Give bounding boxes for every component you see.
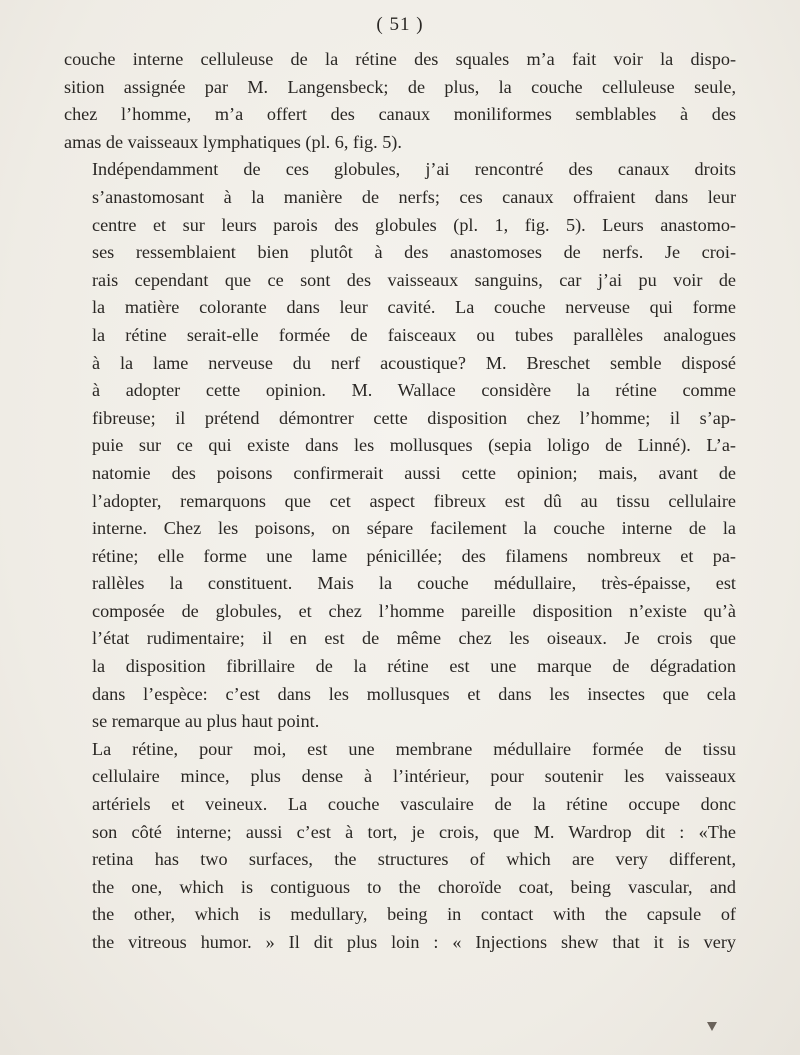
text-line: interne. Chez les poisons, on sépare facilement la couche interne de la bbox=[92, 518, 736, 539]
text-line: puie sur ce qui existe dans les mollusques (sepia loligo de Linné). L’a- bbox=[92, 435, 736, 456]
text-line: cellulaire mince, plus dense à l’intérieur, pour soutenir les vaisseaux bbox=[92, 766, 736, 787]
text-line: amas de vaisseaux lymphatiques (pl. 6, fig. 5). bbox=[64, 131, 402, 152]
text-line: retina has two surfaces, the structures of which are very different, bbox=[92, 849, 736, 870]
text-line: Indépendamment de ces globules, j’ai rencontré des canaux droits bbox=[92, 159, 736, 180]
page-number: ( 51 ) bbox=[376, 14, 424, 35]
text-line: rallèles la constituent. Mais la couche médullaire, très-épaisse, est bbox=[92, 573, 736, 594]
text-line: dans l’espèce: c’est dans les mollusques et dans les insectes que cela bbox=[92, 683, 736, 704]
text-line: the other, which is medullary, being in contact with the capsule of bbox=[92, 904, 736, 925]
ink-mark-icon bbox=[707, 1022, 717, 1031]
text-line: natomie des poisons confirmerait aussi cette opinion; mais, avant de bbox=[92, 462, 736, 483]
text-line: ses ressemblaient bien plutôt à des anastomoses de nerfs. Je croi- bbox=[92, 242, 736, 263]
text-line: chez l’homme, m’a offert des canaux moniliformes semblables à des bbox=[64, 104, 736, 125]
paragraph bbox=[64, 736, 736, 957]
text-line: rétine; elle forme une lame pénicillée; des filamens nombreux et pa- bbox=[92, 545, 736, 566]
text-line: artériels et veineux. La couche vasculaire de la rétine occupe donc bbox=[92, 794, 736, 815]
text-line: la rétine serait-elle formée de faisceaux ou tubes parallèles analogues bbox=[92, 324, 736, 345]
text-line: se remarque au plus haut point. bbox=[92, 711, 320, 732]
text-line: rais cependant que ce sont des vaisseaux sanguins, car j’ai pu voir de bbox=[92, 269, 736, 290]
text-line: La rétine, pour moi, est une membrane médullaire formée de tissu bbox=[92, 738, 736, 759]
text-line: couche interne celluleuse de la rétine des squales m’a fait voir la dispo- bbox=[64, 49, 736, 69]
text-line: à la lame nerveuse du nerf acoustique? M. Breschet semble disposé bbox=[92, 352, 736, 373]
text-line: la disposition fibrillaire de la rétine est une marque de dégradation bbox=[92, 656, 736, 677]
paragraph bbox=[64, 46, 736, 156]
text-line: son côté interne; aussi c’est à tort, je crois, que M. Wardrop dit : «The bbox=[92, 821, 736, 842]
text-line: la matière colorante dans leur cavité. La couche nerveuse qui forme bbox=[92, 297, 736, 318]
text-line: sition assignée par M. Langensbeck; de plus, la couche celluleuse seule, bbox=[64, 76, 736, 97]
text-line: composée de globules, et chez l’homme pareille disposition n’existe qu’à bbox=[92, 600, 736, 621]
text-line: the one, which is contiguous to the choroïde coat, being vascular, and bbox=[92, 876, 736, 897]
text-line: s’anastomosant à la manière de nerfs; ces canaux offraient dans leur bbox=[92, 186, 736, 207]
text-line: the vitreous humor. » Il dit plus loin : « Injections shew that it is very bbox=[92, 932, 736, 952]
body-text bbox=[64, 46, 736, 957]
text-line: l’adopter, remarquons que cet aspect fibreux est dû au tissu cellulaire bbox=[92, 490, 736, 511]
text-line: à adopter cette opinion. M. Wallace considère la rétine comme bbox=[92, 380, 736, 401]
text-line: l’état rudimentaire; il en est de même chez les oiseaux. Je crois que bbox=[92, 628, 736, 649]
paragraph bbox=[64, 156, 736, 735]
text-line: centre et sur leurs parois des globules (pl. 1, fig. 5). Leurs anastomo- bbox=[92, 214, 736, 235]
text-line: fibreuse; il prétend démontrer cette disposition chez l’homme; il s’ap- bbox=[92, 407, 736, 428]
